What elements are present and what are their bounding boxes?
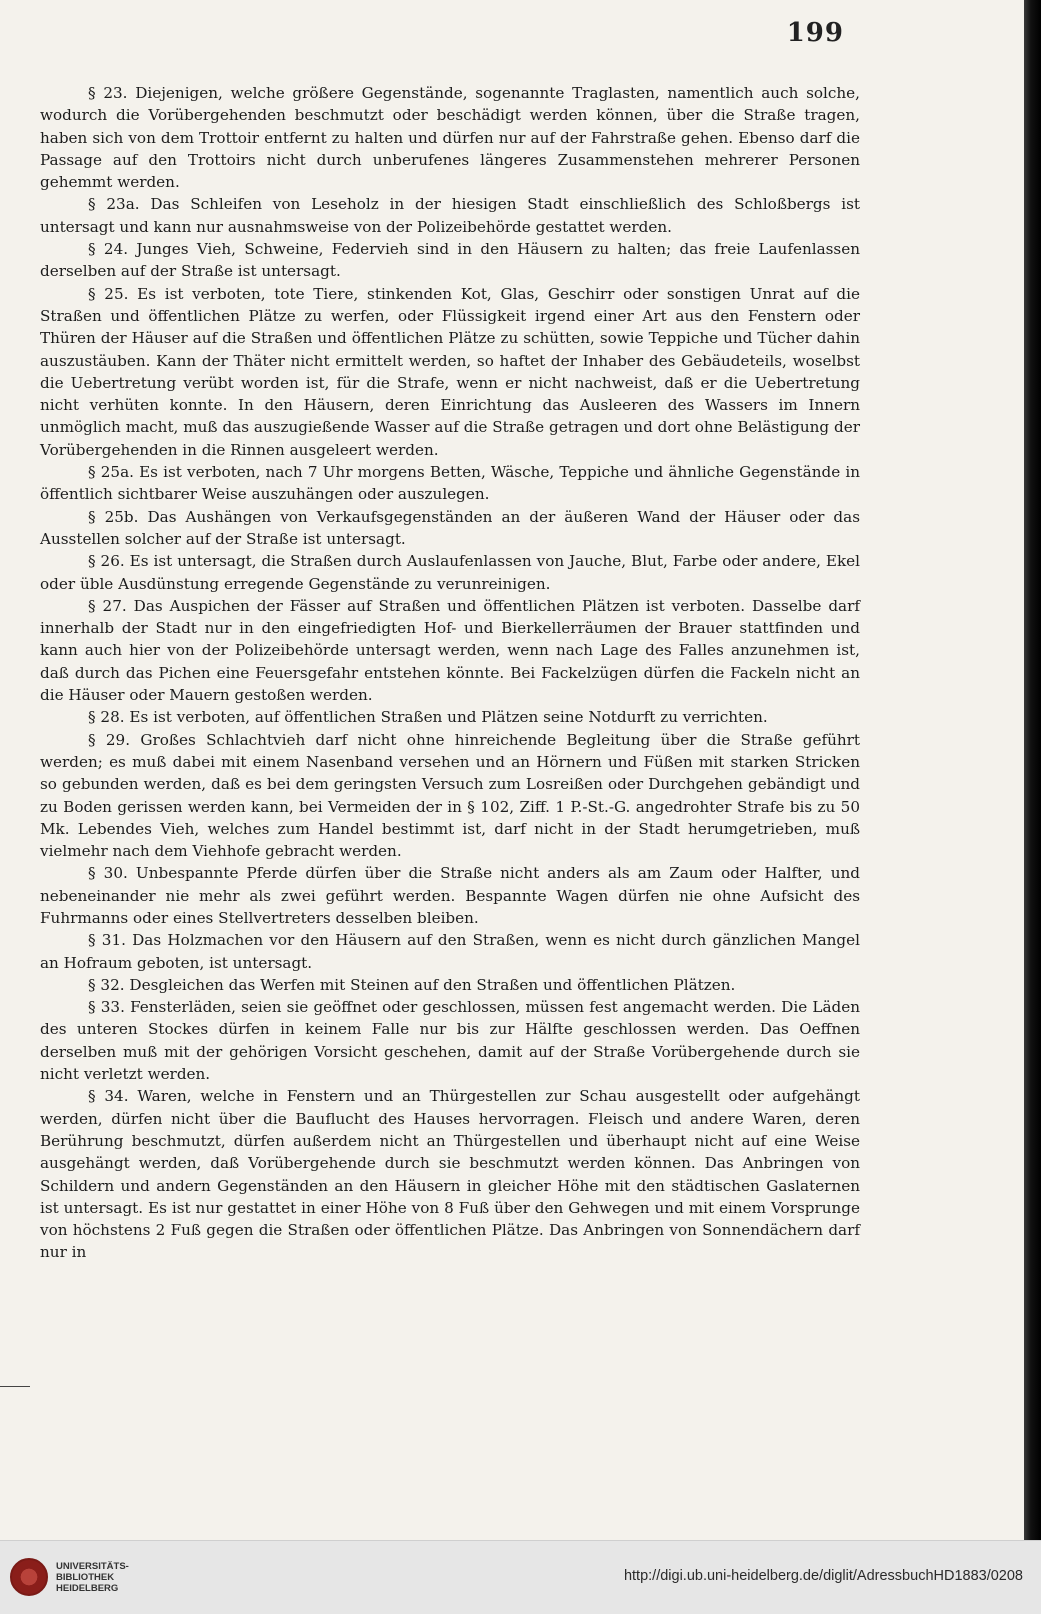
library-name	[56, 1561, 129, 1594]
paragraph-31: § 31. Das Holzmachen vor den Häusern auf den Straßen, wenn es nicht durch gänzlichen Mangel an Hofraum geboten, ist untersagt.	[40, 931, 860, 972]
library-logo[interactable]	[10, 1558, 129, 1596]
paragraph-23: § 23. Diejenigen, welche größere Gegenstände, sogenannte Traglasten, namentlich auch solche, wodurch die Vorübergehenden beschmutzt oder beschädigt werden können, über die Straße tragen, haben sich von dem Trottoir entfernt zu halten und dürfen nur auf der Fahrstraße gehen. Ebenso darf die Passage auf den Trottoirs nicht durch unberufenes längeres Zusammenstehen mehrerer Personen gehemmt werden.	[40, 84, 860, 192]
page-body	[40, 82, 860, 1264]
paragraph-25a: § 25a. Es ist verboten, nach 7 Uhr morgens Betten, Wäsche, Teppiche und ähnliche Gegenstände in öffentlich sichtbarer Weise auszuhängen oder auszulegen.	[40, 463, 860, 504]
page-number: 199	[786, 18, 844, 48]
viewer-footer	[0, 1540, 1041, 1614]
paragraph-25: § 25. Es ist verboten, tote Tiere, stinkenden Kot, Glas, Geschirr oder sonstigen Unrat auf die Straßen und öffentlichen Plätze zu werfen, oder Flüssigkeit irgend einer Art aus den Fenstern oder Thüren der Häuser auf die Straßen und öffentlichen Plätze zu schütten, sowie Teppiche und Tücher dahin auszustäuben. Kann der Thäter nicht ermittelt werden, so haftet der Inhaber des Gebäudeteils, woselbst die Uebertretung verübt worden ist, für die Strafe, wenn er nicht nachweist, daß er die Uebertretung nicht verhüten konnte. In den Häusern, deren Einrichtung das Ausleeren des Wassers im Innern unmöglich macht, muß das auszugießende Wasser auf die Straße getragen und dort ohne Belästigung der Vorübergehenden in die Rinnen ausgeleert werden.	[40, 284, 860, 459]
paragraph-34: § 34. Waren, welche in Fenstern und an Thürgestellen zur Schau ausgestellt oder aufgehängt werden, dürfen nicht über die Bauflucht des Hauses hervorragen. Fleisch und andere Waren, deren Berührung beschmutzt, dürfen außerdem nicht an Thürgestellen und überhaupt nicht auf eine Weise ausgehängt werden, daß Vorübergehende durch sie beschmutzt werden können. Das Anbringen von Schildern und andern Gegenständen an den Häusern in gleicher Höhe mit den städtischen Gaslaternen ist untersagt. Es ist nur gestattet in einer Höhe von 8 Fuß über den Gehwegen und mit einem Vorsprunge von höchstens 2 Fuß gegen die Straßen oder öffentlichen Plätze. Das Anbringen von Sonnendächern darf nur in	[40, 1087, 860, 1262]
paragraph-28: § 28. Es ist verboten, auf öffentlichen Straßen und Plätzen seine Notdurft zu verrichten.	[88, 708, 768, 727]
paragraph-30: § 30. Unbespannte Pferde dürfen über die Straße nicht anders als am Zaum oder Halfter, und nebeneinander nie mehr als zwei geführt werden. Bespannte Wagen dürfen nie ohne Aufsicht des Fuhrmanns oder eines Stellvertreters desselben bleiben.	[40, 864, 860, 927]
book-edge	[1024, 0, 1041, 1540]
paragraph-27: § 27. Das Auspichen der Fässer auf Straßen und öffentlichen Plätzen ist verboten. Dasselbe darf innerhalb der Stadt nur in den eingefriedigten Hof- und Bierkellerräumen der Brauer stattfinden und kann auch hier von der Polizeibehörde untersagt werden, wenn nach Lage des Falles anzunehmen ist, daß durch das Pichen eine Feuersgefahr entstehen könnte. Bei Fackelzügen dürfen die Fackeln nicht an die Häuser oder Mauern gestoßen werden.	[40, 596, 860, 705]
paragraph-25b: § 25b. Das Aushängen von Verkaufsgegenständen an der äußeren Wand der Häuser oder das Ausstellen solcher auf der Straße ist untersagt.	[40, 507, 860, 548]
paragraph-23a: § 23a. Das Schleifen von Leseholz in der hiesigen Stadt einschließlich des Schloßbergs ist untersagt und kann nur ausnahmsweise von der Polizeibehörde gestattet werden.	[40, 195, 860, 236]
library-name-line-2: BIBLIOTHEK	[56, 1571, 115, 1583]
paragraph-24: § 24. Junges Vieh, Schweine, Federvieh sind in den Häusern zu halten; das freie Laufenlassen derselben auf der Straße ist untersagt.	[40, 240, 860, 281]
margin-mark	[0, 1386, 30, 1387]
seal-icon	[10, 1558, 48, 1596]
library-name-line-1: UNIVERSITÄTS-	[56, 1560, 129, 1572]
permalink-url[interactable]: http://digi.ub.uni-heidelberg.de/diglit/AdressbuchHD1883/0208	[623, 1568, 1023, 1584]
library-name-line-3: HEIDELBERG	[56, 1582, 119, 1594]
paragraph-32: § 32. Desgleichen das Werfen mit Steinen auf den Straßen und öffentlichen Plätzen.	[88, 975, 736, 994]
paragraph-29: § 29. Großes Schlachtvieh darf nicht ohne hinreichende Begleitung über die Straße geführt werden; es muß dabei mit einem Nasenband versehen und an Hörnern und Füßen mit starken Stricken so gebunden werden, daß es bei dem geringsten Versuch zum Losreißen oder Durchgehen gebändigt und zu Boden gerissen werden kann, bei Vermeiden der in § 102, Ziff. 1 P.-St.-G. angedrohter Strafe bis zu 50 Mk. Lebendes Vieh, welches zum Handel bestimmt ist, darf nicht in der Stadt herumgetrieben, muß vielmehr nach dem Viehhofe gebracht werden.	[40, 730, 860, 861]
paragraph-26: § 26. Es ist untersagt, die Straßen durch Auslaufenlassen von Jauche, Blut, Farbe oder andere, Ekel oder üble Ausdünstung erregende Gegenstände zu verunreinigen.	[40, 552, 860, 593]
paragraph-33: § 33. Fensterläden, seien sie geöffnet oder geschlossen, müssen fest angemacht werden. Die Läden des unteren Stockes dürfen in keinem Falle nur bis zur Hälfte geschlossen werden. Das Oeffnen derselben muß mit der gehörigen Vorsicht geschehen, damit auf der Straße Vorübergehende durch sie nicht verletzt werden.	[40, 998, 860, 1084]
